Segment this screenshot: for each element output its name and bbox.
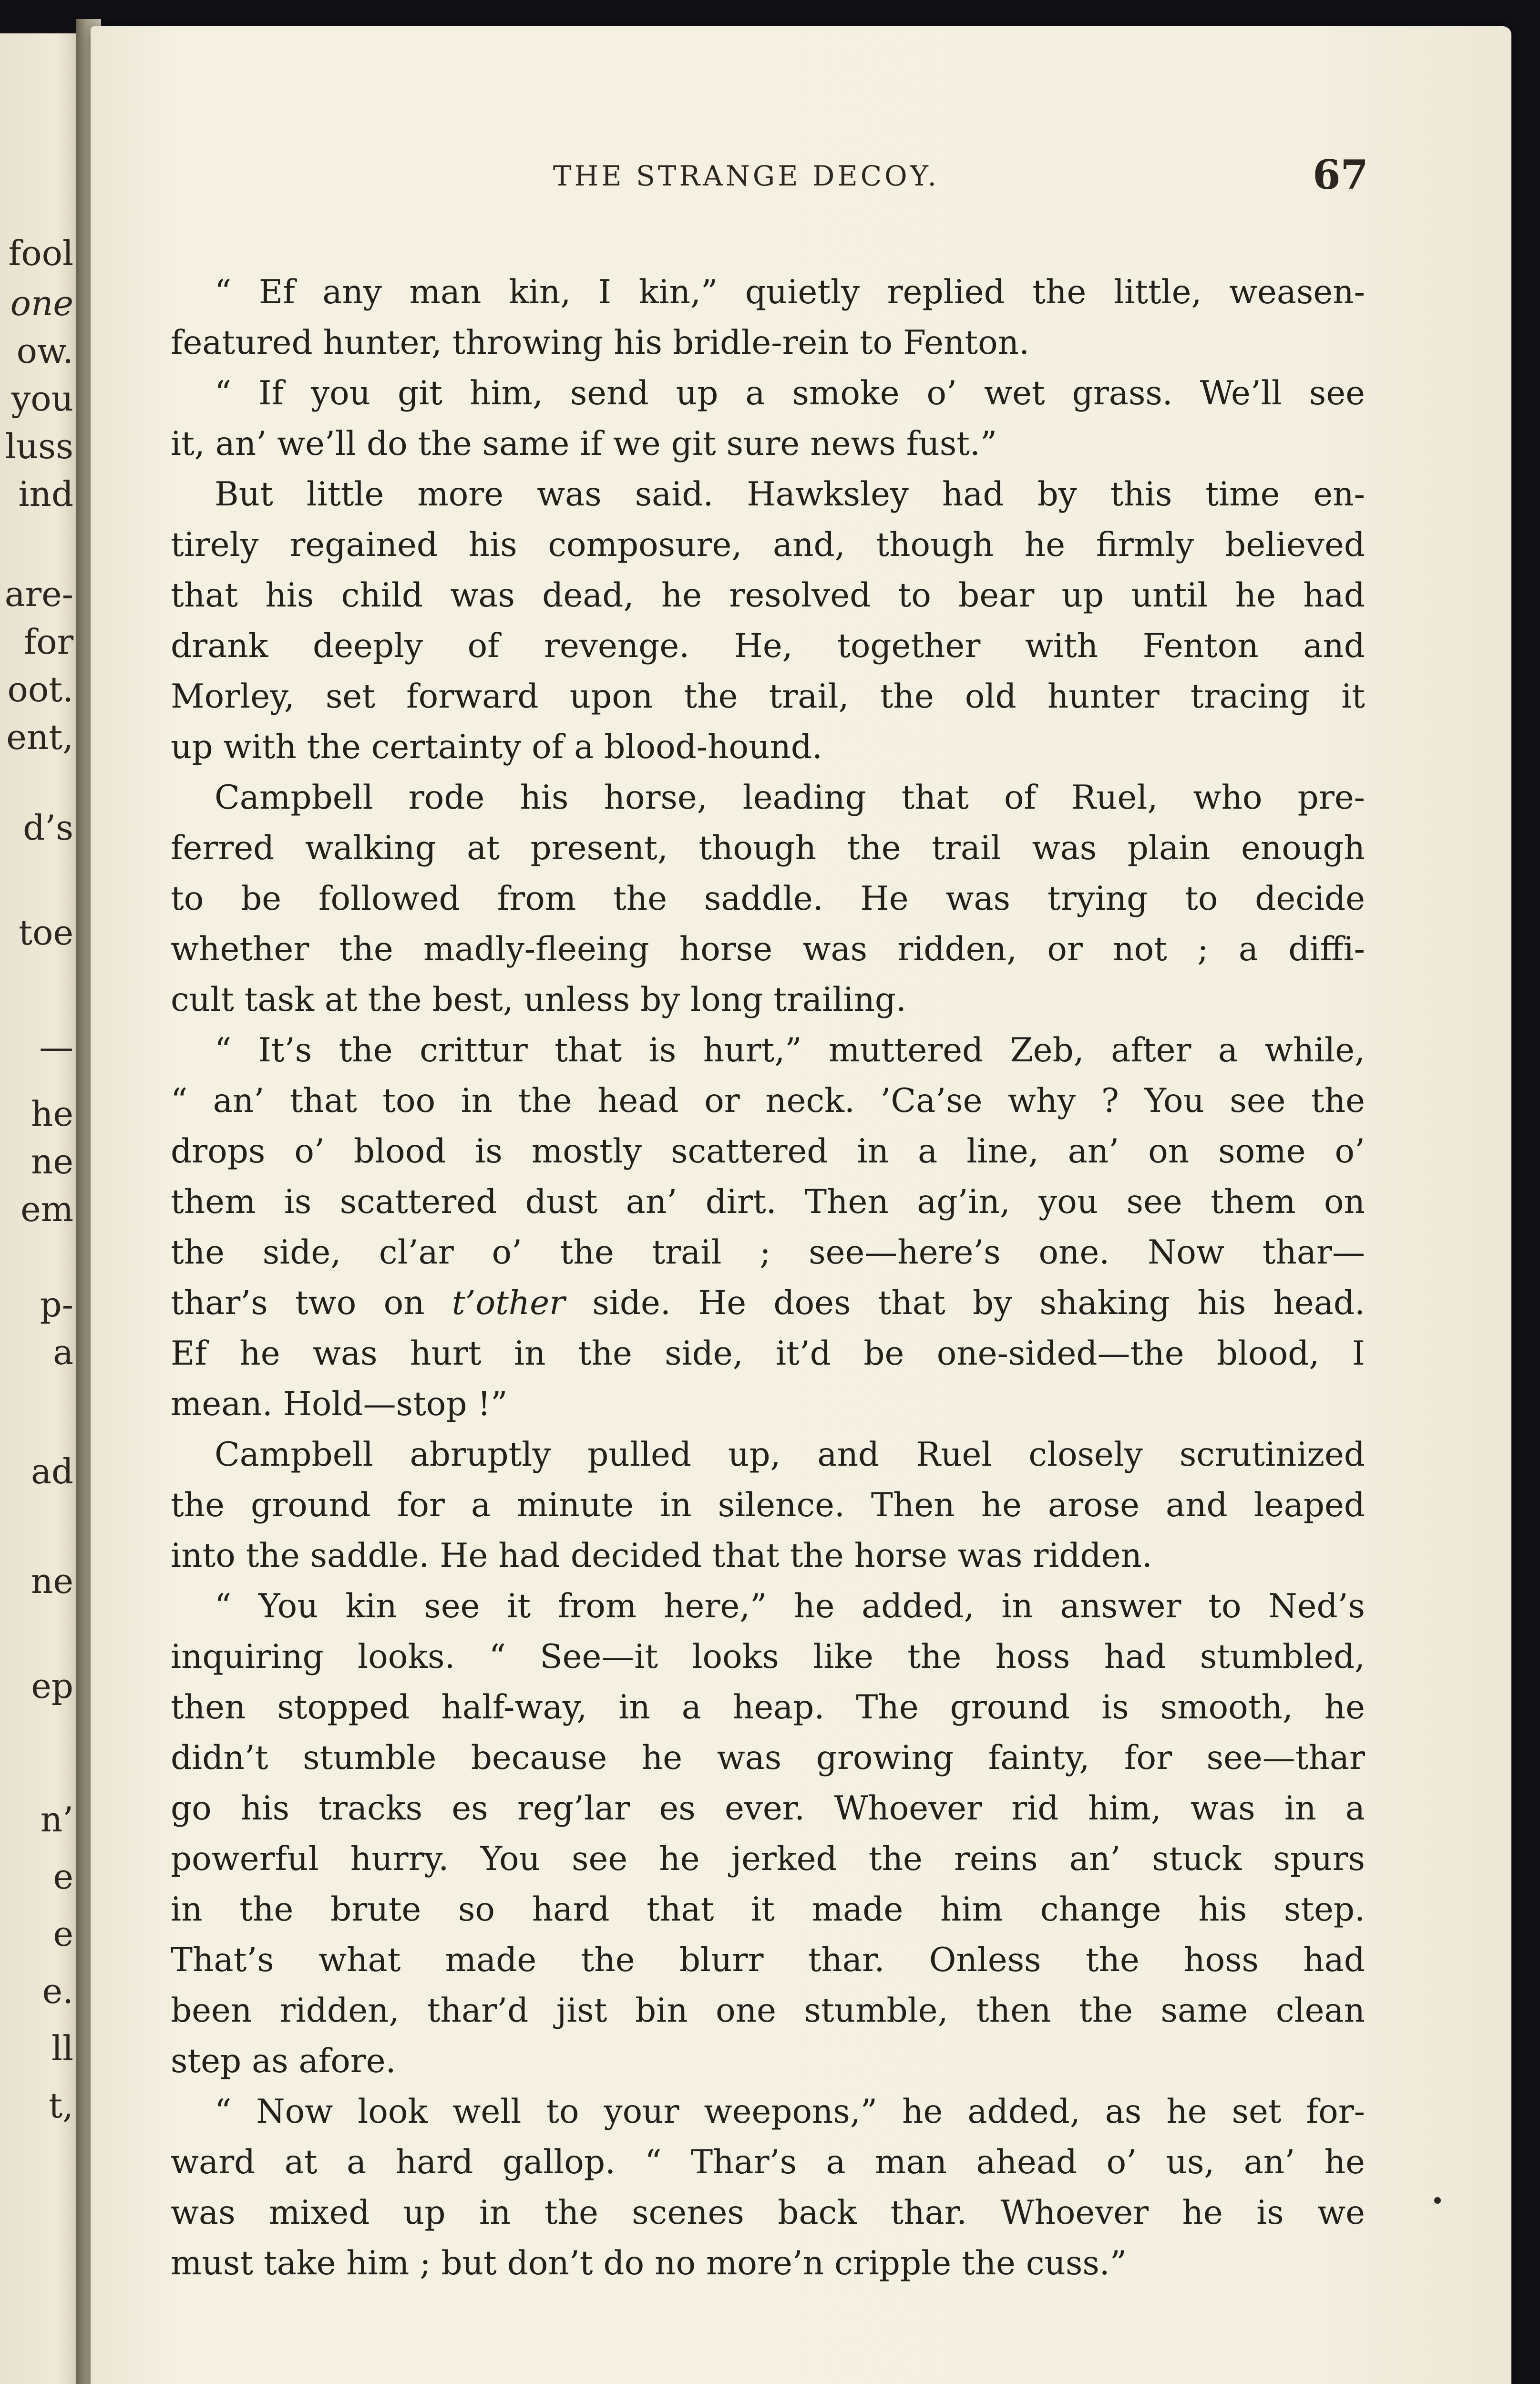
- left-page-fragment: ow.: [16, 331, 73, 371]
- left-page-fragment: n’: [40, 1799, 73, 1839]
- text-line: That’s what made the blurr thar. Onless the hoss had: [171, 1941, 1365, 1979]
- left-page-fragment: ad: [31, 1451, 73, 1491]
- running-head: THE STRANGE DECOY.: [553, 160, 939, 192]
- left-page-fragment: he: [31, 1094, 73, 1134]
- text-line: into the saddle. He had decided that the horse was ridden.: [171, 1537, 1152, 1575]
- text-line: must take him ; but don’t do no more’n cripple the cuss.”: [171, 2244, 1127, 2282]
- text-line: go his tracks es reg’lar es ever. Whoever rid him, was in a: [171, 1789, 1365, 1828]
- left-page-fragment: ne: [31, 1141, 73, 1182]
- left-page-fragment: t,: [49, 2086, 73, 2126]
- text-line: mean. Hold—stop !”: [171, 1385, 508, 1423]
- left-page-fragment: you: [11, 379, 73, 419]
- left-page-fragment: ll: [51, 2028, 73, 2068]
- text-line: to be followed from the saddle. He was trying to decide: [171, 880, 1365, 918]
- left-page-edge: [0, 33, 80, 2384]
- text-line: the ground for a minute in silence. Then he arose and leaped: [171, 1486, 1365, 1524]
- text-line: “ You kin see it from here,” he added, in answer to Ned’s: [215, 1587, 1365, 1625]
- left-page-fragment: d’s: [23, 808, 73, 848]
- text-line: then stopped half-way, in a heap. The ground is smooth, he: [171, 1688, 1365, 1726]
- text-line: it, an’ we’ll do the same if we git sure news fust.”: [171, 425, 997, 463]
- left-page-fragment: one: [10, 283, 73, 323]
- text-line: Campbell abruptly pulled up, and Ruel closely scrutinized: [215, 1436, 1365, 1474]
- ink-speck: [1434, 2197, 1441, 2204]
- text-line: “ If you git him, send up a smoke o’ wet grass. We’ll see: [215, 374, 1365, 412]
- text-line: that his child was dead, he resolved to bear up until he had: [171, 576, 1365, 615]
- left-page-fragment: ep: [31, 1666, 73, 1706]
- text-line: Campbell rode his horse, leading that of Ruel, who pre-: [215, 779, 1365, 817]
- text-line: drops o’ blood is mostly scattered in a line, an’ on some o’: [171, 1132, 1365, 1171]
- left-page-fragment: ne: [31, 1561, 73, 1601]
- text-line: the side, cl’ar o’ the trail ; see—here’s one. Now thar—: [171, 1233, 1365, 1272]
- text-line: Ef he was hurt in the side, it’d be one-sided—the blood, I: [171, 1335, 1365, 1373]
- text-line: ferred walking at present, though the trail was plain enough: [171, 829, 1365, 867]
- text-line: featured hunter, throwing his bridle-rein to Fenton.: [171, 324, 1030, 362]
- left-page-fragment: oot.: [7, 669, 73, 709]
- left-page-fragment: em: [21, 1189, 73, 1229]
- left-page-fragment: are-: [4, 574, 73, 614]
- text-line: drank deeply of revenge. He, together with Fenton and: [171, 627, 1365, 665]
- text-line: thar’s two on t’other side. He does that by shaking his head.: [171, 1284, 1365, 1322]
- text-line: “ an’ that too in the head or neck. ’Ca’se why ? You see the: [171, 1082, 1365, 1120]
- left-page-fragment: e: [53, 1914, 73, 1954]
- text-line: them is scattered dust an’ dirt. Then ag’in, you see them on: [171, 1183, 1365, 1221]
- text-line: step as afore.: [171, 2042, 396, 2080]
- left-page-fragment: —: [39, 1027, 73, 1067]
- text-line: been ridden, thar’d jist bin one stumble, then the same clean: [171, 1992, 1365, 2030]
- text-line: “ Ef any man kin, I kin,” quietly replied the little, weasen-: [215, 273, 1365, 311]
- left-page-fragment: ent,: [6, 717, 73, 757]
- text-line: But little more was said. Hawksley had by this time en-: [215, 475, 1365, 514]
- left-page-fragment: fool: [8, 233, 73, 273]
- left-page-fragment: e: [53, 1857, 73, 1897]
- text-line: was mixed up in the scenes back thar. Whoever he is we: [171, 2194, 1365, 2232]
- text-line: tirely regained his composure, and, though he firmly believed: [171, 526, 1365, 564]
- page-number: 67: [1313, 151, 1368, 198]
- text-line: “ Now look well to your weepons,” he added, as he set for-: [215, 2093, 1365, 2131]
- left-page-fragment: toe: [19, 913, 73, 953]
- text-line: inquiring looks. “ See—it looks like the hoss had stumbled,: [171, 1638, 1365, 1676]
- text-line: “ It’s the crittur that is hurt,” muttered Zeb, after a while,: [215, 1031, 1365, 1069]
- text-line: Morley, set forward upon the trail, the old hunter tracing it: [171, 678, 1365, 716]
- book-page: [91, 26, 1511, 2384]
- text-line: whether the madly-fleeing horse was ridden, or not ; a diffi-: [171, 930, 1365, 968]
- left-page-fragment: luss: [5, 426, 73, 466]
- left-page-fragment: e.: [42, 1971, 73, 2011]
- page-header: [462, 151, 1368, 199]
- text-line: up with the certainty of a blood-hound.: [171, 728, 823, 766]
- text-line: powerful hurry. You see he jerked the reins an’ stuck spurs: [171, 1840, 1365, 1878]
- text-line: in the brute so hard that it made him change his step.: [171, 1891, 1365, 1929]
- left-page-fragment: a: [53, 1332, 73, 1372]
- left-page-fragment: p-: [40, 1284, 73, 1325]
- text-line: didn’t stumble because he was growing fainty, for see—thar: [171, 1739, 1365, 1777]
- left-page-fragment: ind: [18, 474, 73, 514]
- body-text: [171, 267, 1365, 2289]
- left-page-fragment: for: [23, 622, 73, 662]
- text-line: ward at a hard gallop. “ Thar’s a man ahead o’ us, an’ he: [171, 2143, 1365, 2181]
- text-line: cult task at the best, unless by long trailing.: [171, 981, 906, 1019]
